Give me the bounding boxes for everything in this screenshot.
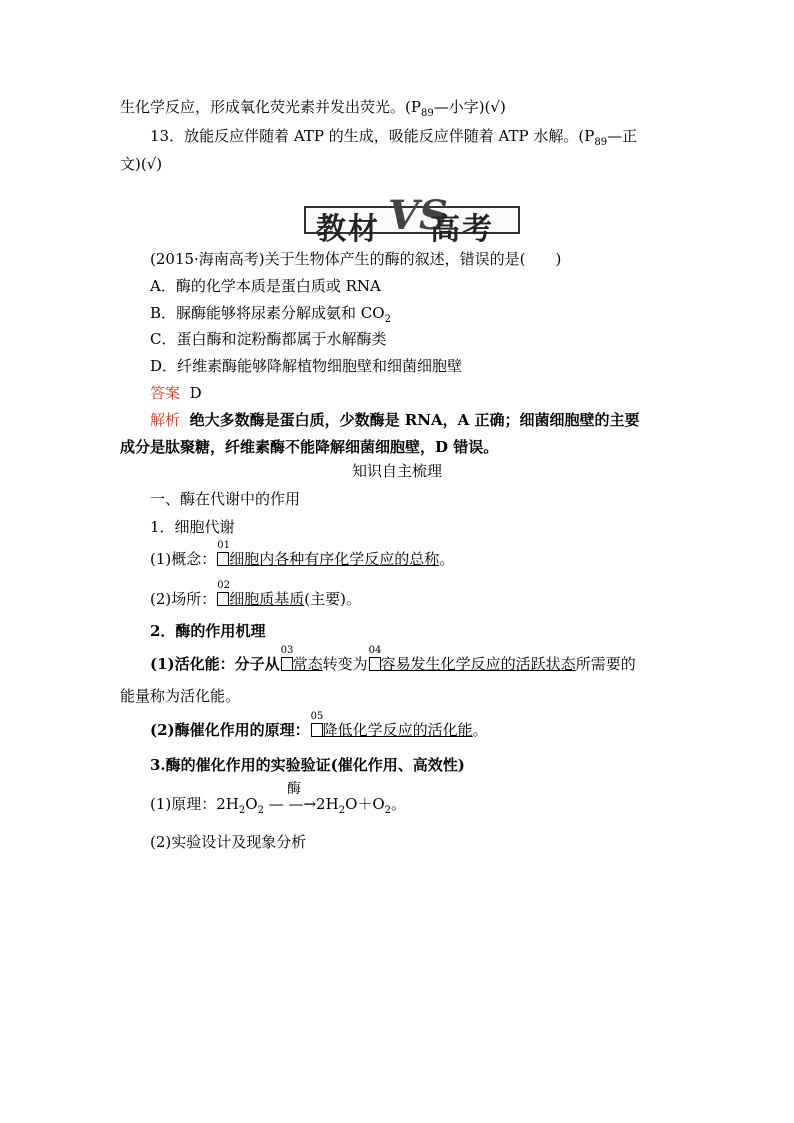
blank-number: 04 [368, 645, 382, 656]
section-title: 知识自主梳理 [351, 462, 442, 480]
activation-text: 转变为 [322, 655, 368, 673]
answer-value: D [189, 384, 202, 402]
activation-label: (1)活化能：分子从 [150, 655, 280, 673]
banner-right-text: 高考 [430, 212, 494, 247]
line-text: 13．放能反应伴随着 ATP 的生成，吸能反应伴随着 ATP 水解。(P [150, 127, 595, 145]
place-line [150, 580, 361, 609]
blank-answer: 降低化学反应的活化能 [322, 721, 473, 739]
place-end: (主要)。 [304, 590, 361, 608]
blank-number: 01 [217, 540, 230, 551]
blank-marker [310, 711, 324, 737]
line-text: 生化学反应，形成氧化荧光素并发出荧光。(P [120, 98, 421, 116]
enzyme-label: 酶 [287, 781, 301, 797]
formula-part: O＋O [345, 795, 385, 813]
blank-marker [217, 540, 230, 566]
analysis-line [150, 410, 639, 430]
subscript: 2 [257, 805, 264, 816]
blank-answer: 容易发生化学反应的活跃状态 [380, 655, 576, 673]
option-b-text: B．脲酶能够将尿素分解成氨和 CO [150, 304, 385, 322]
line-text: —正 [607, 127, 638, 145]
design-line: (2)实验设计及现象分析 [150, 833, 307, 851]
option-a: A．酶的化学本质是蛋白质或 RNA [150, 277, 381, 295]
principle-line [150, 794, 406, 821]
heading-1: 一、酶在代谢中的作用 [150, 490, 301, 508]
blank-answer: 常态 [292, 655, 323, 673]
subscript: 2 [384, 314, 391, 325]
catalysis-label: (2)酶催化作用的原理： [150, 721, 310, 739]
question-stem: (2015·海南高考)关于生物体产生的酶的叙述，错误的是( ) [150, 250, 562, 268]
heading-1-3: 3.酶的催化作用的实验验证(催化作用、高效性) [150, 756, 465, 774]
blank-marker [368, 645, 382, 671]
subscript: 89 [420, 108, 434, 119]
option-b [150, 303, 391, 330]
activation-line [150, 645, 636, 674]
concept-line [150, 540, 455, 569]
place-label: (2)场所： [150, 590, 217, 608]
heading-1-2: 2．酶的作用机理 [150, 622, 266, 640]
blank-marker [280, 645, 294, 671]
analysis-text: 成分是肽聚糖，纤维素酶不能降解细菌细胞壁，D 错误。 [120, 438, 499, 456]
analysis-text: 绝大多数酶是蛋白质，少数酶是 RNA，A 正确；细菌细胞壁的主要 [189, 411, 640, 429]
concept-label: (1)概念： [150, 550, 217, 568]
banner-left-text: 教材 [316, 212, 380, 247]
punct: 。 [439, 550, 455, 568]
principle-label: (1)原理：2H [150, 795, 239, 813]
text-line [120, 154, 162, 174]
text-line [150, 126, 637, 153]
blank-number: 03 [280, 645, 294, 656]
subscript: 2 [238, 805, 246, 816]
answer-line [150, 383, 202, 403]
catalysis-line [150, 711, 488, 740]
textbook-vs-exam-banner [304, 192, 522, 247]
blank-number: 02 [217, 580, 230, 591]
text-line [120, 97, 506, 124]
punct: 。 [472, 721, 488, 739]
activation-line-2: 能量称为活化能。 [120, 687, 241, 705]
reaction-arrow: — —→2H [268, 795, 339, 813]
activation-text: 所需要的 [575, 655, 636, 673]
blank-answer: 细胞质基质 [229, 590, 305, 608]
blank-answer: 细胞内各种有序化学反应的总称 [229, 550, 440, 568]
answer-label: 答案 [150, 384, 181, 402]
option-d: D．纤维素酶能够降解植物细胞壁和细菌细胞壁 [150, 357, 463, 375]
blank-marker [217, 580, 230, 606]
line-text: 文)(√) [120, 155, 163, 173]
blank-number: 05 [310, 711, 324, 722]
formula-part: O [245, 795, 258, 813]
punct: 。 [391, 795, 407, 813]
analysis-label: 解析 [150, 411, 181, 429]
subscript: 2 [338, 805, 346, 816]
heading-1-1: 1．细胞代谢 [150, 518, 235, 536]
analysis-line-2 [120, 437, 498, 457]
option-c: C．蛋白酶和淀粉酶都属于水解酶类 [150, 330, 387, 348]
banner-vs: VS [388, 192, 448, 239]
subscript: 89 [594, 137, 608, 148]
subscript: 2 [384, 805, 392, 816]
line-text: —小字)(√) [433, 98, 506, 116]
